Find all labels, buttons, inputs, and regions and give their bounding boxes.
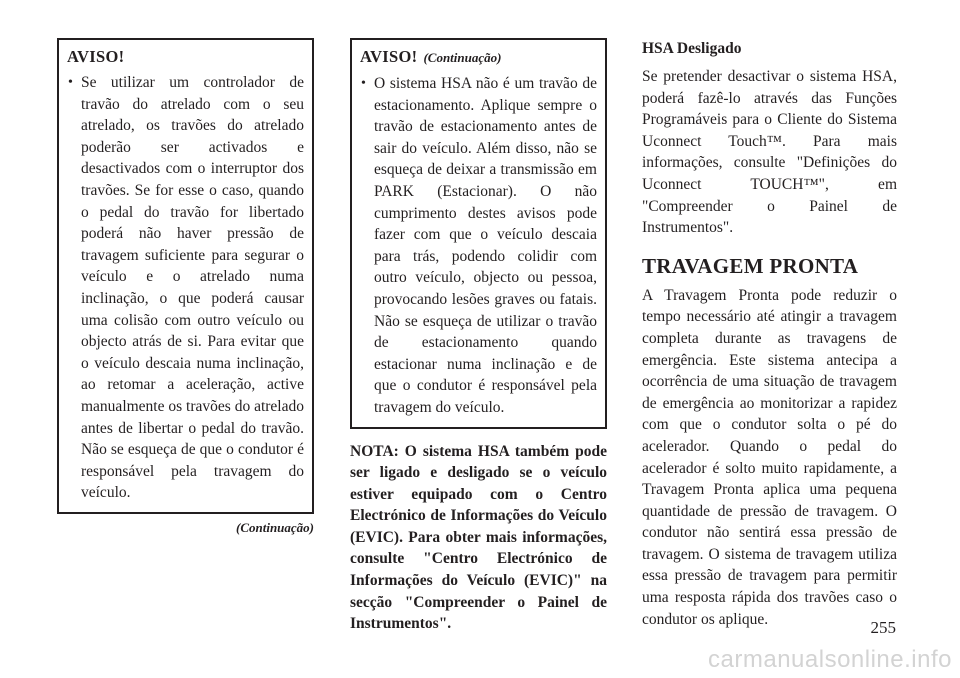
bullet-icon: • bbox=[68, 75, 73, 90]
warning-title-continued: (Continuação) bbox=[423, 50, 502, 65]
page-number: 255 bbox=[870, 618, 896, 637]
warning-box-1 bbox=[57, 38, 314, 514]
warning-title-text: AVISO! bbox=[360, 47, 418, 66]
warning-list bbox=[67, 72, 304, 504]
column-3 bbox=[642, 38, 897, 630]
continued-label: (Continuação) bbox=[235, 519, 314, 535]
warning-text: Se utilizar um controlador de travão do atrelado com o seu atrelado, os travões do atrelado poderão ser activados e desactivados com o interruptor dos travões. Se for esse o caso, quando o pedal do travão for libertado poderá não haver pressão de travagem suficiente para segurar o veículo e o atrelado numa inclinação, o que poderá causar uma colisão com outro veículo ou objecto atrás de si. Para evitar que o veículo descaia numa inclinação, ao retomar a aceleração, active manualmente os travões do atrelado antes de libertar o pedal do travão. Não se esqueça de que o condutor é responsável pela travagem do veículo. bbox=[81, 74, 304, 502]
paragraph-hsa-off: Se pretender desactivar o sistema HSA, poderá fazê-lo através das Funções Programáveis para o Cliente do Sistema Uconnect Touch™. Para mais informações, consulte "Definições do Uconnect TOUCH™", em "Compreender o Painel de Instrumentos". bbox=[642, 68, 897, 237]
column-1 bbox=[57, 38, 314, 536]
warning-box-2 bbox=[350, 38, 607, 429]
section-subheading: HSA Desligado bbox=[642, 40, 742, 57]
bullet-icon: • bbox=[361, 76, 366, 91]
warning-title bbox=[360, 46, 597, 69]
warning-list bbox=[360, 73, 597, 419]
watermark-logo: carmanualsonline.info bbox=[708, 646, 952, 673]
column-2 bbox=[350, 38, 607, 635]
section-heading: TRAVAGEM PRONTA bbox=[642, 253, 859, 278]
warning-item bbox=[360, 73, 597, 419]
warning-text: O sistema HSA não é um travão de estacionamento. Aplique sempre o travão de estacionamento antes de sair do veículo. Além disso, não se esqueça de deixar a transmissão em PARK (Estacionar). O não cumprimento destes avisos pode fazer com que o veículo descaia para trás, podendo colidir com outro veículo, objecto ou pessoa, provocando lesões graves ou fatais. Não se esqueça de utilizar o travão de estacionamento quando estacionar numa inclinação e de que o condutor é responsável pela travagem do veículo. bbox=[374, 75, 597, 416]
paragraph-ready-brake: A Travagem Pronta pode reduzir o tempo necessário até atingir a travagem completa durante as travagens de emergência. Este sistema antecipa a ocorrência de uma situação de travagem de emergência ao monitorizar a rapidez com que o condutor solta o pé do acelerador. Quando o pedal do acelerador é solto muito rapidamente, a Travagem Pronta aplica uma pequena quantidade de pressão de travagem. O condutor não sentirá essa pressão de travagem. O sistema de travagem utiliza essa pressão de travagem para permitir uma resposta rápida dos travões caso o condutor os aplique. bbox=[642, 286, 897, 628]
warning-item bbox=[67, 72, 304, 504]
note-paragraph: NOTA: O sistema HSA também pode ser ligado e desligado se o veículo estiver equipado com o Centro Electrónico de Informações do Veículo (EVIC). Para obter mais informações, consulte "Centro Electrónico de Informações do Veículo (EVIC)" na secção "Compreender o Painel de Instrumentos". bbox=[350, 442, 607, 633]
warning-title: AVISO! bbox=[67, 47, 125, 66]
